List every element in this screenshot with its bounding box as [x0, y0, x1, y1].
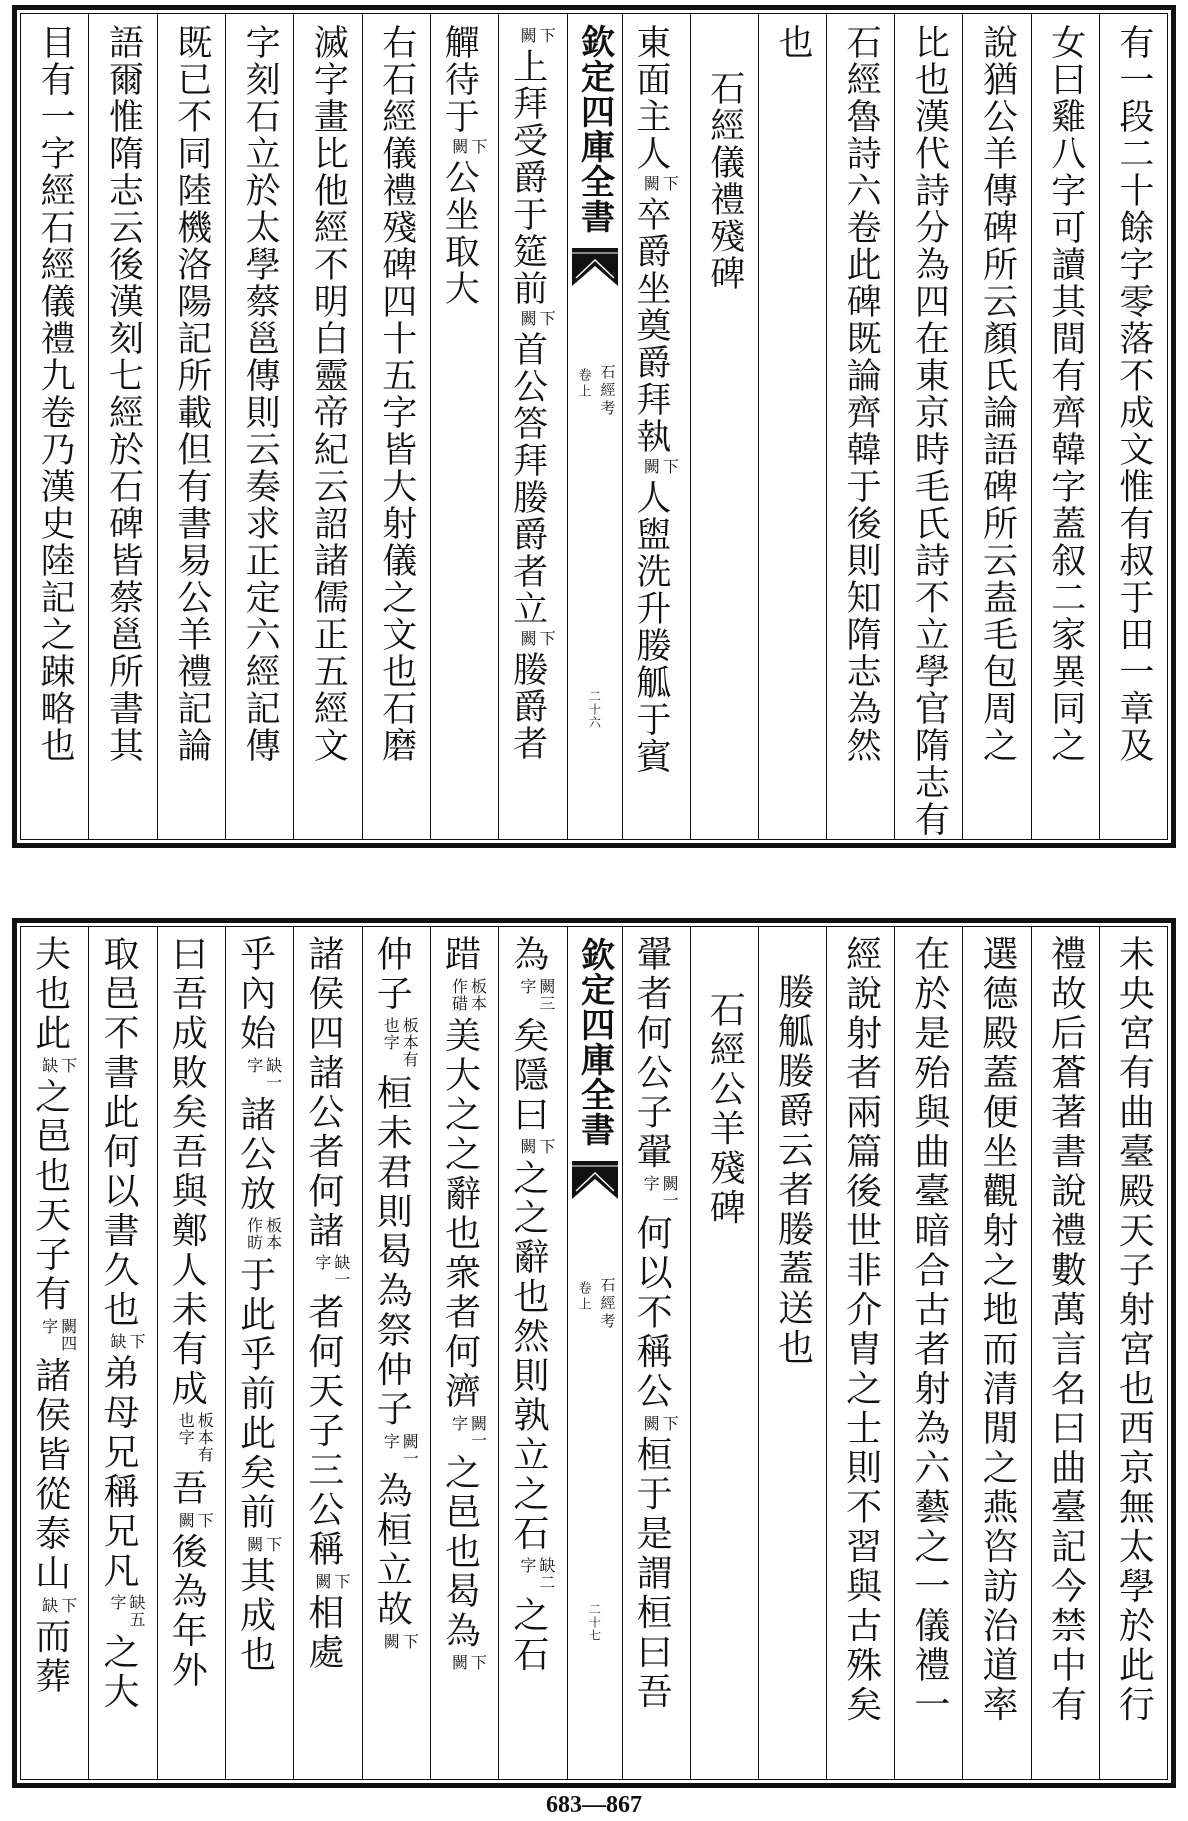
text-column: [293, 927, 361, 1779]
interlinear-note: 闕一字: [449, 1414, 488, 1449]
text-column: [362, 14, 430, 839]
folio-number: 二十七: [587, 1603, 602, 1642]
main-text: 弟母兄稱兄凡: [97, 1354, 139, 1591]
left-half: [21, 927, 567, 1779]
text-column: [498, 14, 566, 839]
section-title: [704, 927, 746, 1779]
main-text: 卒爵坐奠爵拜執: [630, 196, 671, 455]
main-text: 字刻石立於太學蔡邕傳則云奏求正定六經記傳: [240, 24, 281, 764]
main-text: 經說射者兩篇後世非介胄之士則不習與古殊矣: [840, 935, 882, 1725]
section-title-column: [690, 927, 758, 1779]
main-text: 東面主人: [630, 24, 671, 172]
center-column: [567, 14, 622, 839]
fishtail-mark: [572, 1161, 618, 1201]
column-text: [168, 927, 214, 1779]
column-text: [977, 927, 1019, 1779]
column-text: [840, 927, 882, 1779]
interlinear-note: 板本有也字: [176, 1412, 215, 1463]
main-text: 語爾惟隋志云後漢刻七經於石碑皆蔡邕所書其: [103, 24, 144, 764]
column-text: [630, 14, 680, 839]
main-text: 之邑也曷為: [439, 1453, 481, 1651]
interlinear-note: 板本有也字: [381, 1017, 420, 1068]
column-text: [909, 14, 950, 839]
interlinear-note: 下闕: [518, 27, 557, 44]
main-text: 右石經儀禮殘碑四十五字皆大射儀之文也石磨: [376, 24, 417, 764]
main-text: 有一段二十餘字零落不成文惟有叔于田一章及: [1113, 24, 1154, 764]
main-text: 取邑不書此何以書久也: [97, 935, 139, 1330]
text-column: [21, 14, 88, 839]
interlinear-note: 下闕: [641, 458, 680, 475]
text-column: [758, 927, 826, 1779]
main-text: 桓未君則曷為祭仲子: [371, 1074, 413, 1430]
column-text: [439, 927, 488, 1779]
main-text: 人盥洗升媵觚于賓: [630, 479, 671, 775]
section-title: [704, 14, 745, 839]
main-text: 選德殿蓋便坐觀射之地而清閒之燕咨訪治道率: [977, 935, 1019, 1725]
main-text: 桓于是謂桓曰吾: [631, 1435, 673, 1712]
page-leaf-upper: [12, 5, 1176, 848]
main-text: 為: [507, 935, 549, 975]
interlinear-note: 下缺: [39, 1056, 78, 1074]
main-text: 上拜受爵于筵前: [507, 48, 548, 307]
column-text: [441, 14, 488, 839]
main-text: 後為年外: [166, 1532, 208, 1691]
main-text: 在於是殆與曲臺暗合古者射為六藝之一儀禮一: [908, 935, 950, 1725]
volume-label: 卷上: [575, 1281, 591, 1313]
page-frame: [20, 926, 1168, 1780]
interlinear-note: 下闕: [312, 1572, 351, 1590]
main-text: 諸侯皆從泰山: [29, 1356, 71, 1594]
text-column: [88, 927, 156, 1779]
column-text: [633, 927, 679, 1779]
text-column: [21, 927, 88, 1779]
book-title: 石經考: [598, 1277, 617, 1331]
main-text: 之大: [97, 1633, 139, 1712]
text-column: [826, 927, 894, 1779]
main-text: 公坐取大: [439, 159, 480, 307]
text-column: [962, 14, 1030, 839]
column-text: [35, 14, 76, 839]
folio-number: 二十六: [587, 690, 602, 729]
main-text: 石經公羊殘碑: [704, 991, 746, 1228]
interlinear-note: 闕一字: [381, 1432, 420, 1467]
page-frame: [20, 13, 1168, 840]
main-text: 相處: [302, 1593, 344, 1673]
text-column: [88, 14, 156, 839]
interlinear-note: 闕一字: [641, 1175, 680, 1209]
text-column: [293, 14, 361, 839]
main-text: 仲子: [371, 935, 413, 1014]
main-text: 說猶公羊傳碑所云顏氏論語碑所云盍毛包周之: [977, 24, 1018, 764]
column-text: [507, 927, 556, 1779]
text-column: [225, 14, 293, 839]
column-text: [1045, 14, 1086, 839]
interlinear-note: 下闕: [176, 1511, 215, 1529]
main-text: 媵爵者: [507, 651, 548, 762]
main-text: 石經魯詩六卷此碑既論齊韓于後則知隋志為然: [841, 24, 882, 764]
main-text: 滅字畫比他經不明白靈帝紀云詔諸儒正五經文: [308, 24, 349, 764]
column-text: [29, 927, 78, 1779]
main-text: 者何天子三公稱: [302, 1293, 344, 1570]
main-text: 諸侯四諸公者何諸: [302, 935, 344, 1251]
main-text: 為桓立故: [371, 1471, 413, 1630]
main-text: 媵觚媵爵云者媵蓋送也: [772, 973, 814, 1368]
main-text: 之之辭也然則孰立之石: [507, 1159, 549, 1554]
column-text: [1113, 14, 1154, 839]
main-text: 禮故后蒼著書說禮數萬言名曰曲臺記今禁中有: [1045, 935, 1087, 1725]
section-title-column: [690, 14, 758, 839]
column-text: [240, 14, 281, 839]
interlinear-note: 下闕: [449, 1654, 488, 1671]
interlinear-note: 下缺: [107, 1333, 146, 1350]
column-text: [373, 927, 419, 1779]
text-column: [362, 927, 430, 1779]
interlinear-note: 下闕: [518, 310, 557, 327]
column-text: [908, 927, 950, 1779]
interlinear-note: 下闕: [244, 1535, 283, 1553]
interlinear-note: 下闕: [449, 138, 488, 155]
text-column: [894, 927, 962, 1779]
main-text: 觶待于: [439, 24, 480, 135]
interlinear-note: 缺五字: [107, 1594, 146, 1628]
column-text: [308, 14, 349, 839]
fishtail-mark: [572, 248, 618, 288]
column-text: [376, 14, 417, 839]
page-number: 683—867: [546, 1792, 642, 1818]
interlinear-note: 下闕: [381, 1632, 420, 1650]
interlinear-note: 下缺: [39, 1596, 78, 1614]
column-text: [234, 927, 283, 1779]
main-text: 而葬: [29, 1617, 71, 1697]
center-column: [567, 927, 622, 1779]
text-column: [826, 14, 894, 839]
text-column: [1099, 14, 1167, 839]
main-text: 之邑也天子有: [29, 1077, 71, 1315]
text-column: [157, 927, 225, 1779]
interlinear-note: 缺二字: [517, 1557, 556, 1591]
text-column: [1031, 927, 1099, 1779]
interlinear-note: 缺一字: [312, 1254, 351, 1288]
column-text: [103, 14, 144, 839]
text-column: [1031, 14, 1099, 839]
text-column: [430, 927, 498, 1779]
main-text: 首公答拜媵爵者立: [507, 331, 548, 627]
text-column: [622, 14, 690, 839]
main-text: 何以不稱公: [631, 1214, 673, 1412]
text-column: [225, 927, 293, 1779]
page-leaf-lower: [12, 918, 1176, 1788]
interlinear-note: 闕四字: [39, 1317, 78, 1352]
main-text: 美大之之辭也衆者何濟: [439, 1016, 481, 1412]
main-text: 也: [772, 24, 813, 61]
interlinear-note: 下闕: [641, 1414, 680, 1432]
interlinear-note: 板本作碏: [449, 977, 488, 1012]
main-text: 既已不同陸機洛陽記所載但有書易公羊禮記論: [171, 24, 212, 764]
column-text: [171, 14, 212, 839]
main-text: 比也漢代詩分為四在東京時毛氏詩不立學官隋志有: [909, 24, 950, 838]
main-text: 目有一字經石經儀禮九卷乃漢史陸記之踈略也: [35, 24, 76, 764]
interlinear-note: 闕三字: [517, 977, 556, 1012]
text-column: [1099, 927, 1167, 1779]
text-column: [894, 14, 962, 839]
main-text: 踖: [439, 935, 481, 975]
text-column: [622, 927, 690, 1779]
main-text: 矣隱曰: [507, 1016, 549, 1135]
volume-label: 卷上: [575, 368, 591, 400]
interlinear-note: 下闕: [517, 1138, 556, 1155]
column-text: [97, 927, 146, 1779]
text-column: [498, 927, 566, 1779]
main-text: 于此乎前此矣前: [234, 1256, 276, 1533]
left-half: [21, 14, 567, 839]
interlinear-note: 板本作昉: [244, 1217, 283, 1251]
column-text: [841, 14, 882, 839]
column-text: [772, 927, 814, 1779]
right-half: [622, 927, 1168, 1779]
main-text: 其成也: [234, 1556, 276, 1675]
main-text: 曰吾成敗矣吾與鄭人未有成: [166, 935, 208, 1409]
main-text: 未央宮有曲臺殿天子射宮也西京無太學於此行: [1113, 935, 1155, 1725]
interlinear-note: 下闕: [518, 630, 557, 647]
main-text: 石經儀禮殘碑: [704, 69, 745, 292]
main-text: 吾: [166, 1469, 208, 1509]
banner-title: 欽定四庫全書: [574, 24, 615, 234]
text-column: [157, 14, 225, 839]
column-text: [772, 14, 813, 839]
book-title: 石經考: [598, 364, 617, 418]
main-text: 翬者何公子翬: [631, 935, 673, 1172]
banner-title: 欽定四庫全書: [574, 937, 615, 1147]
main-text: 乎內始: [234, 935, 276, 1054]
main-text: 之石: [507, 1596, 549, 1675]
column-text: [1045, 927, 1087, 1779]
column-text: [1113, 927, 1155, 1779]
main-text: 諸公放: [234, 1095, 276, 1214]
column-text: [507, 14, 557, 839]
interlinear-note: 缺一字: [244, 1056, 283, 1091]
main-text: 女曰雞八字可讀其間有齊韓字蓋叙二家異同之: [1045, 24, 1086, 764]
interlinear-note: 下闕: [641, 175, 680, 192]
column-text: [977, 14, 1018, 839]
column-text: [302, 927, 351, 1779]
main-text: 夫也此: [29, 935, 71, 1054]
text-column: [430, 14, 498, 839]
right-half: [622, 14, 1168, 839]
text-column: [962, 927, 1030, 1779]
text-column: [758, 14, 826, 839]
